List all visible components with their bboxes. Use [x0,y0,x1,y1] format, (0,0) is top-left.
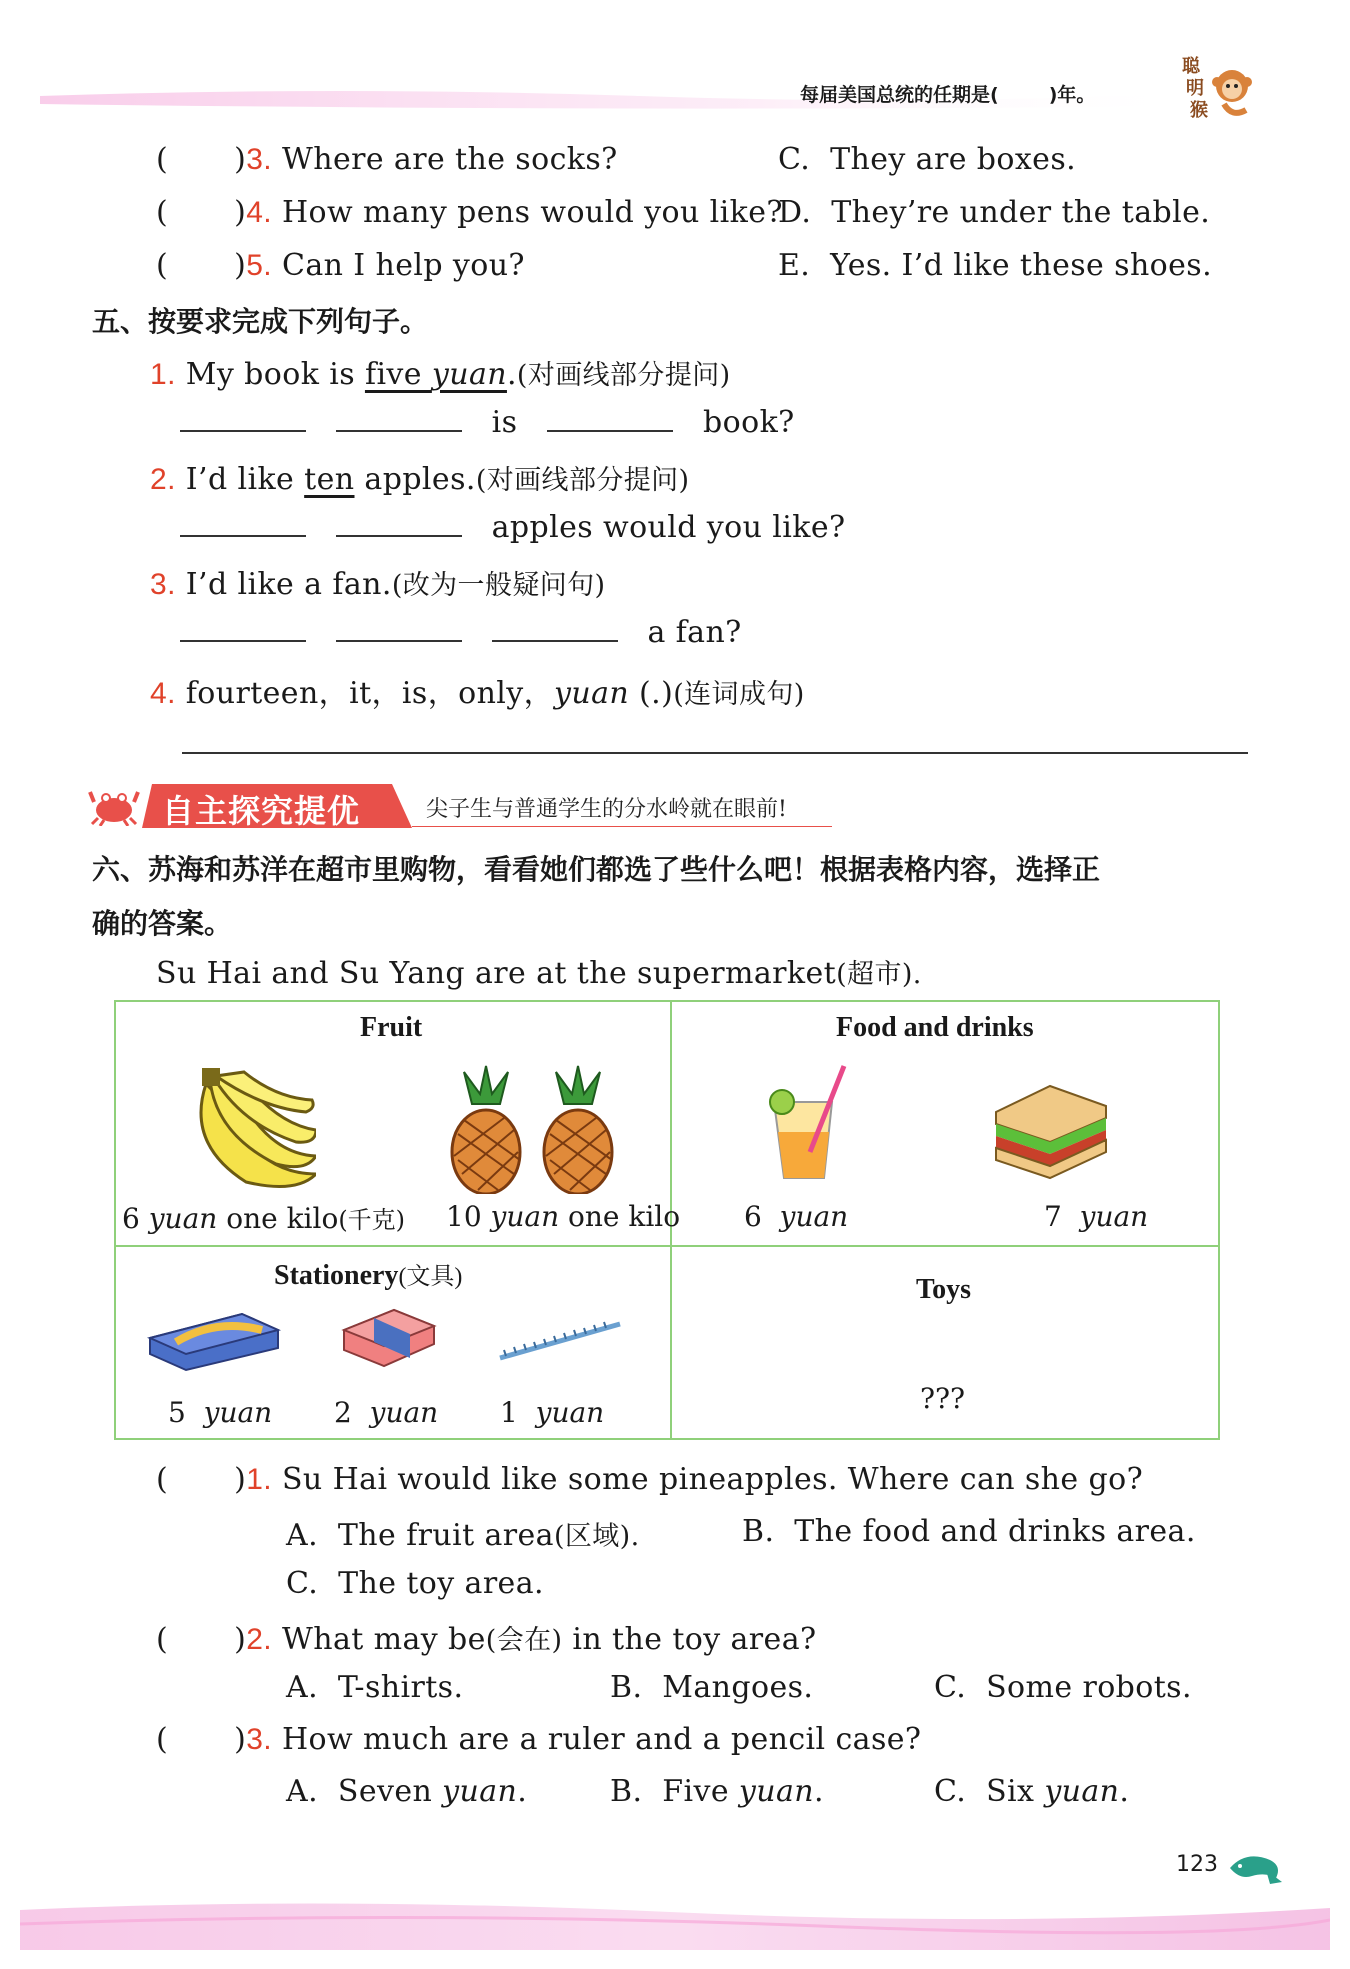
section6-title-line2: 确的答案。 [92,907,233,940]
eraser-price [334,1396,438,1429]
shop-table [114,1000,1220,1440]
option-italic: yuan [738,1774,814,1809]
s5-item-4-answer-line[interactable] [182,752,1248,754]
juice-icon [764,1062,854,1182]
price-rest: one kilo [217,1202,339,1235]
hint-text: (对画线部分提问) [475,465,690,496]
header-tip [800,80,1095,107]
bananas-icon [166,1064,316,1192]
option-end: . [517,1774,528,1809]
match-option-c [778,142,1076,177]
blank-field[interactable] [336,638,462,642]
heading-hint: (文具) [398,1264,463,1290]
hint-text: (改为一般疑问句) [391,570,606,601]
item-number: 3. [150,568,176,601]
banner-slogan: 尖子生与普通学生的分水岭就在眼前! [426,797,787,822]
hint-text: (连词成句) [673,679,805,710]
option-text: The food and drinks area. [794,1514,1196,1549]
sandwich-icon [990,1082,1110,1182]
s5-item-2 [150,458,689,497]
banana-price [122,1200,405,1235]
item-number: 3. [246,143,273,176]
pencil-case-icon [146,1308,282,1372]
match-option-d [778,195,1210,230]
price-rest: one kilo [559,1200,681,1233]
option-letter: A. [286,1774,319,1809]
ruler-price [500,1396,604,1429]
option-text: T-shirts. [337,1670,464,1705]
question-text: What may be [281,1622,486,1657]
sentence-end: apples. [354,462,476,497]
option-italic: yuan [442,1774,518,1809]
option-text: They are boxes. [830,142,1077,177]
stationery-heading [274,1256,462,1292]
table-divider-h [116,1245,1218,1247]
option-letter: E. [778,248,811,283]
q3-option-b[interactable] [610,1774,824,1809]
item-number: 2. [150,463,176,496]
question-1 [156,1462,1143,1497]
word: book? [703,405,795,440]
s5-item-1-answer [180,405,795,440]
header-tip-end: )年。 [1048,84,1096,106]
option-hint: (区域). [553,1521,640,1552]
match-row-5 [156,248,525,283]
svg-text:明: 明 [1186,78,1204,99]
question-text: Can I help you? [281,248,525,283]
option-letter: C. [286,1566,319,1601]
option-italic: yuan [1044,1774,1120,1809]
toys-heading: Toys [916,1274,972,1305]
juice-price [744,1200,848,1233]
paren-close: ) [234,1622,247,1657]
banner-underline [412,826,832,827]
underlined-text: five [364,357,432,392]
option-letter: C. [934,1774,967,1809]
svg-text:猴: 猴 [1190,100,1208,121]
q2-option-c[interactable] [934,1670,1192,1705]
blank-field[interactable] [180,428,306,432]
pencil-case-price [168,1396,272,1429]
item-number: 1. [150,358,176,391]
item-number: 1. [246,1463,273,1496]
q2-option-a[interactable] [286,1670,463,1705]
item-number: 2. [246,1623,273,1656]
heading-text: Stationery [274,1260,399,1291]
price-unit: yuan [490,1200,560,1233]
question-hint: (会在) [485,1625,563,1656]
question-text: Su Hai would like some pineapples. Where can she go? [281,1462,1144,1497]
question-text: How much are a ruler and a pencil case? [281,1722,922,1757]
price-number: 5 [168,1396,186,1429]
paren-close: ) [234,248,247,283]
pineapple-price [446,1200,680,1233]
price-number: 1 [500,1396,518,1429]
crab-icon [88,786,140,826]
price-unit: yuan [535,1396,605,1429]
paren-open: ( [156,1622,169,1657]
word: is [491,405,518,440]
item-number: 5. [246,249,273,282]
blank-field[interactable] [336,428,462,432]
sentence-text: fourteen，it，is，only， [185,676,555,711]
price-unit: yuan [1079,1200,1149,1233]
sentence-end: (.) [629,676,674,711]
pineapples-icon [434,1064,634,1194]
hint-text: (对画线部分提问) [516,360,731,391]
blank-field[interactable] [180,533,306,537]
sentence-text: My book is [185,357,365,392]
option-text: Some robots. [986,1670,1192,1705]
blank-field[interactable] [492,638,618,642]
option-letter: C. [778,142,811,177]
blank-field[interactable] [336,533,462,537]
section6-intro [156,952,922,991]
option-text: They’re under the table. [831,195,1211,230]
italic-word: yuan [554,676,630,711]
paren-open: ( [156,142,169,177]
option-text: Five [662,1774,739,1809]
option-text: Six [986,1774,1045,1809]
paren-close: ) [234,1462,247,1497]
footer-decoration [20,1890,1330,1950]
price-number: 7 [1044,1200,1062,1233]
option-end: . [814,1774,824,1809]
paren-close: ) [234,142,247,177]
section6-title-line1: 六、苏海和苏洋在超市里购物，看看她们都选了些什么吧！根据表格内容，选择正 [92,853,1101,886]
price-unit: yuan [779,1200,849,1233]
option-letter: B. [610,1774,643,1809]
banner-title: 自主探究提优 [162,792,361,830]
fruit-heading: Fruit [360,1012,423,1043]
item-number: 4. [150,677,176,710]
paren-open: ( [156,195,169,230]
intro-hint: (超市). [836,959,922,990]
s5-item-3-answer [180,615,742,650]
option-text: Seven [337,1774,443,1809]
monkey-logo-icon [1180,52,1260,124]
price-number: 10 [446,1200,482,1233]
word: a fan? [647,615,742,650]
ruler-icon [496,1314,626,1364]
blank-field[interactable] [547,428,673,432]
toys-unknown: ??? [920,1382,966,1415]
price-number: 6 [744,1200,762,1233]
sandwich-price [1044,1200,1148,1233]
option-text: Yes. I’d like these shoes. [830,248,1213,283]
svg-text:聪: 聪 [1182,56,1200,77]
page-number: 123 [1176,1852,1218,1877]
option-letter: C. [934,1670,967,1705]
word: apples would you like? [491,510,846,545]
item-number: 3. [246,1723,273,1756]
question-3 [156,1722,921,1757]
underlined-italic: yuan [431,357,507,392]
price-number: 6 [122,1202,140,1235]
sentence-text: I’d like a fan. [185,567,392,602]
question-text-end: in the toy area? [562,1622,817,1657]
option-end: . [1119,1774,1130,1809]
paren-close: ) [234,195,247,230]
question-2 [156,1618,816,1657]
s5-item-2-answer [180,510,845,545]
price-hint: (千克) [338,1206,406,1234]
question-text: Where are the socks? [281,142,618,177]
eraser-icon [338,1306,438,1372]
paren-open: ( [156,1722,169,1757]
intro-text: Su Hai and Su Yang are at the supermarket [156,956,837,991]
option-letter: A. [286,1518,319,1553]
option-text: The fruit area [337,1518,554,1553]
section5-title: 五、按要求完成下列句子。 [92,305,429,338]
option-text: The toy area. [338,1566,544,1601]
q1-option-a[interactable] [286,1514,640,1553]
price-unit: yuan [148,1202,218,1235]
paren-open: ( [156,1462,169,1497]
price-unit: yuan [203,1396,273,1429]
paren-open: ( [156,248,169,283]
option-letter: D. [778,195,812,230]
question-text: How many pens would you like? [281,195,783,230]
option-letter: B. [742,1514,775,1549]
option-text: Mangoes. [662,1670,814,1705]
q1-option-c[interactable] [286,1566,544,1601]
q3-option-c[interactable] [934,1774,1129,1809]
item-number: 4. [246,196,273,229]
header-tip-text: 每届美国总统的任期是( [800,84,999,106]
dolphin-icon [1226,1848,1286,1888]
s5-item-1 [150,353,731,392]
q3-option-a[interactable] [286,1774,527,1809]
underlined-text: ten [304,462,355,497]
s5-item-4 [150,668,805,712]
match-row-3 [156,142,618,177]
blank-field[interactable] [180,638,306,642]
option-letter: A. [286,1670,319,1705]
q2-option-b[interactable] [610,1670,813,1705]
option-letter: B. [610,1670,643,1705]
sentence-end: . [506,357,517,392]
q1-option-b[interactable] [742,1514,1196,1549]
paren-close: ) [234,1722,247,1757]
price-unit: yuan [369,1396,439,1429]
match-option-e [778,248,1212,283]
food-heading: Food and drinks [836,1012,1034,1043]
price-number: 2 [334,1396,352,1429]
match-row-4 [156,195,783,230]
s5-item-3 [150,563,606,602]
sentence-text: I’d like [185,462,305,497]
